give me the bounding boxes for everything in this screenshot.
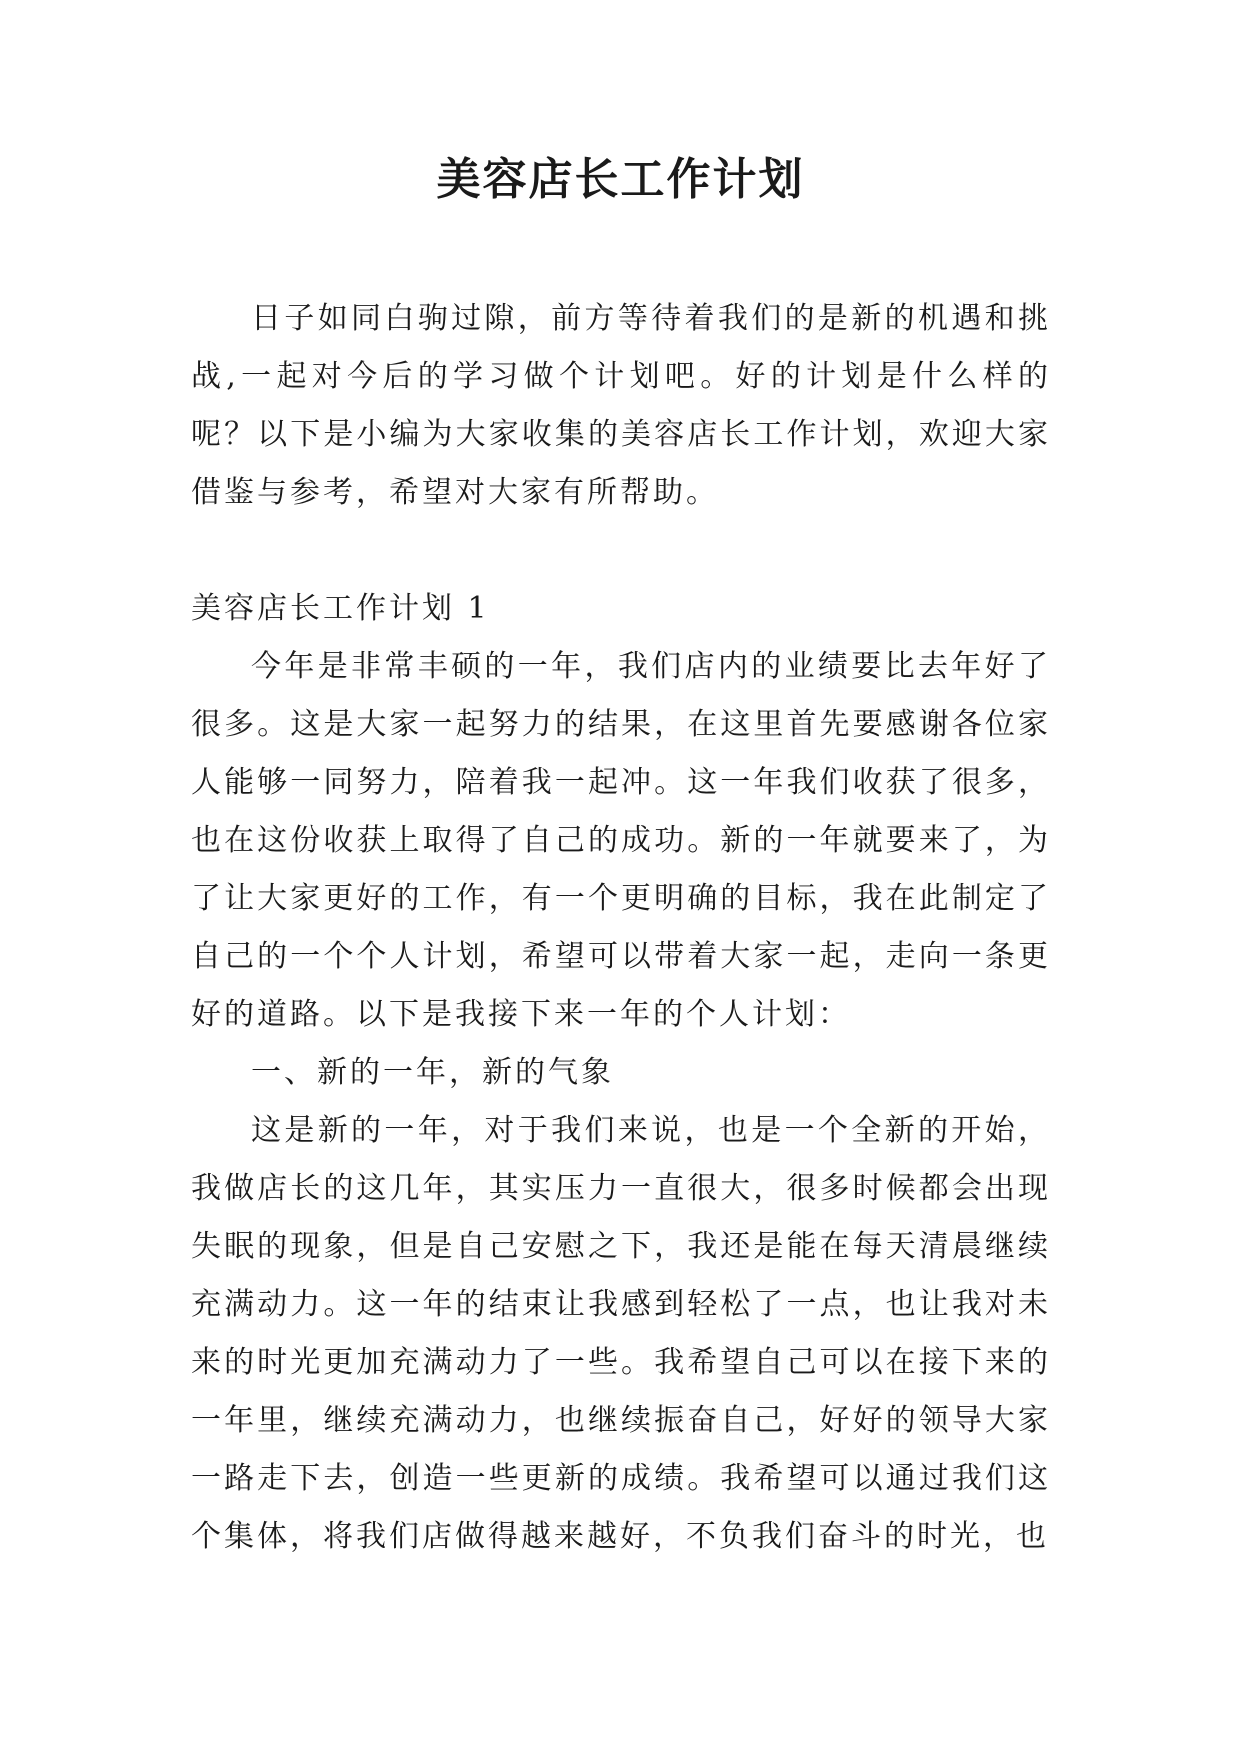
intro-paragraph: 日子如同白驹过隙，前方等待着我们的是新的机遇和挑战,一起对今后的学习做个计划吧。好的计划是什么样的呢？以下是小编为大家收集的美容店长工作计划，欢迎大家借鉴与参考，希望对大家有所帮助。 [191,301,1051,510]
document-title: 美容店长工作计划 [436,154,805,205]
section-title: 美容店长工作计划 1 [191,591,490,626]
paragraph-spacer [191,522,1051,580]
document-body [191,290,1051,1566]
body-paragraph-1: 今年是非常丰硕的一年，我们店内的业绩要比去年好了很多。这是大家一起努力的结果，在这里首先要感谢各位家人能够一同努力，陪着我一起冲。这一年我们收获了很多，也在这份收获上取得了自己的成功。新的一年就要来了，为了让大家更好的工作，有一个更明确的目标，我在此制定了自己的一个个人计划，希望可以带着大家一起，走向一条更好的道路。以下是我接下来一年的个人计划： [191,649,1051,1032]
sub-heading: 一、新的一年，新的气象 [251,1055,614,1090]
body-paragraph-2: 这是新的一年，对于我们来说，也是一个全新的开始，我做店长的这几年，其实压力一直很大，很多时候都会出现失眠的现象，但是自己安慰之下，我还是能在每天清晨继续充满动力。这一年的结束让我感到轻松了一点，也让我对未来的时光更加充满动力了一些。我希望自己可以在接下来的一年里，继续充满动力，也继续振奋自己，好好的领导大家一路走下去，创造一些更新的成绩。我希望可以通过我们这个集体，将我们店做得越来越好，不负我们奋斗的时光，也 [191,1113,1051,1554]
